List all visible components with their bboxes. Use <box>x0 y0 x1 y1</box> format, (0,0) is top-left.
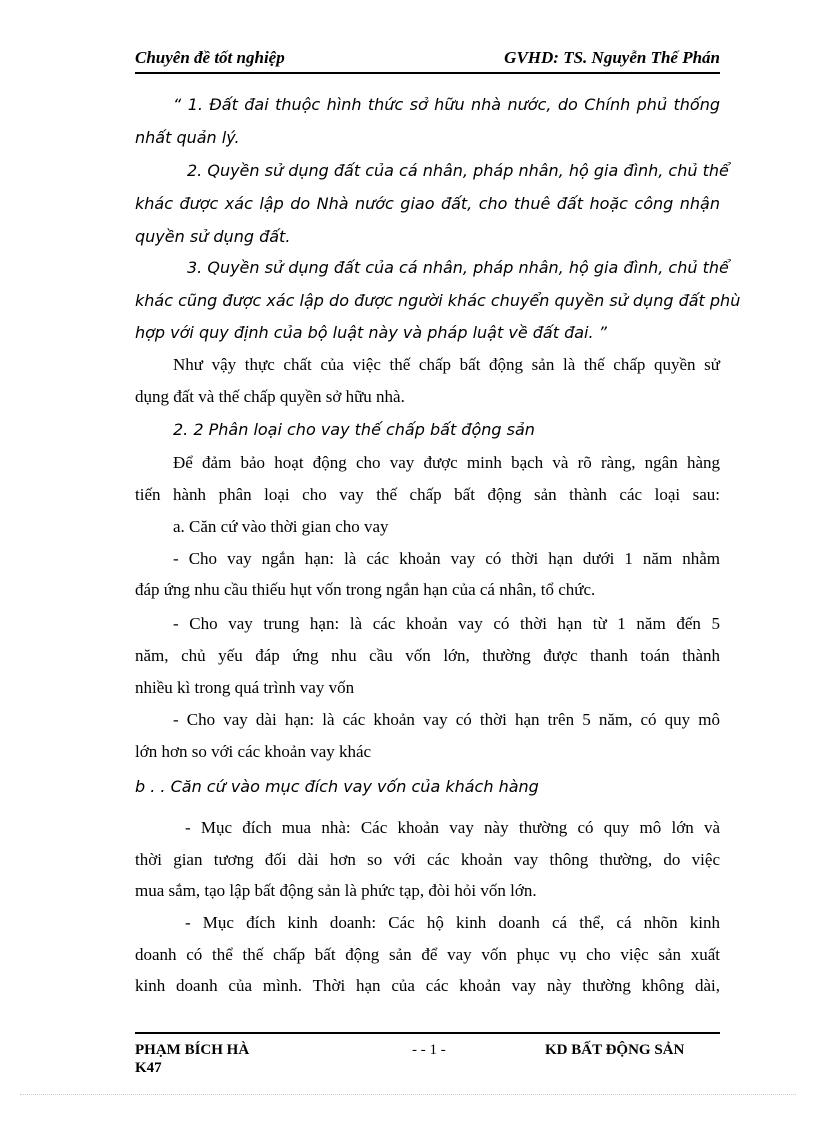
page-edge <box>20 1094 796 1095</box>
text-line: - Mục đích mua nhà: Các khoản vay này thường có quy mô lớn và <box>185 818 720 837</box>
subsection-heading: b . . Căn cứ vào mục đích vay vốn của khách hàng <box>135 777 539 796</box>
text-line: 2. Quyền sử dụng đất của cá nhân, pháp nhân, hộ gia đình, chủ thể <box>187 161 729 180</box>
text-line: khác được xác lập do Nhà nước giao đất, cho thuê đất hoặc công nhận <box>135 194 720 213</box>
header-supervisor: GVHD: TS. Nguyễn Thế Phán <box>504 48 720 67</box>
text-line: 3. Quyền sử dụng đất của cá nhân, pháp nhân, hộ gia đình, chủ thể <box>187 258 729 277</box>
text-line: - Cho vay trung hạn: là các khoản vay có thời hạn từ 1 năm đến 5 <box>173 614 720 633</box>
text-line: quyền sử dụng đất. <box>135 227 291 246</box>
footer-class: K47 <box>135 1060 162 1076</box>
header-divider <box>135 72 720 74</box>
text-line: thời gian tương đối dài hơn so với các khoản vay thông thường, do việc <box>135 850 720 869</box>
footer-department: KD BẤT ĐỘNG SẢN <box>545 1042 685 1058</box>
subsection-heading: a. Căn cứ vào thời gian cho vay <box>173 517 389 536</box>
page-number: - - 1 - <box>412 1042 446 1058</box>
text-line: doanh có thể thế chấp bất động sản để vay vốn phục vụ cho việc sản xuất <box>135 945 720 964</box>
text-line: hợp với quy định của bộ luật này và pháp luật về đất đai. ” <box>135 323 607 342</box>
footer-divider <box>135 1032 720 1034</box>
text-line: lớn hơn so với các khoản vay khác <box>135 742 372 761</box>
text-line: “ 1. Đất đai thuộc hình thức sở hữu nhà nước, do Chính phủ thống <box>173 95 720 114</box>
text-line: dụng đất và thế chấp quyền sở hữu nhà. <box>135 387 405 406</box>
page-header <box>135 48 720 68</box>
header-title: Chuyên đề tốt nghiệp <box>135 48 285 67</box>
text-line: kinh doanh của mình. Thời hạn của các khoản vay này thường không dài, <box>135 976 720 995</box>
text-line: năm, chủ yếu đáp ứng nhu cầu vốn lớn, thường được thanh toán thành <box>135 646 720 665</box>
text-line: - Mục đích kinh doanh: Các hộ kinh doanh cá thể, cá nhõn kinh <box>185 913 720 932</box>
section-heading: 2. 2 Phân loại cho vay thế chấp bất động sản <box>173 420 535 439</box>
text-line: nhất quản lý. <box>135 128 240 147</box>
text-line: - Cho vay dài hạn: là các khoản vay có thời hạn trên 5 năm, có quy mô <box>173 710 720 729</box>
text-line: tiến hành phân loại cho vay thế chấp bất động sản thành các loại sau: <box>135 485 720 504</box>
text-line: - Cho vay ngắn hạn: là các khoản vay có thời hạn dưới 1 năm nhằm <box>173 549 720 568</box>
text-line: khác cũng được xác lập do được người khác chuyển quyền sử dụng đất phù <box>135 291 741 310</box>
text-line: Như vậy thực chất của việc thế chấp bất động sản là thế chấp quyền sử <box>173 355 720 374</box>
text-line: mua sắm, tạo lập bất động sản là phức tạp, đòi hỏi vốn lớn. <box>135 881 537 900</box>
text-line: nhiều kì trong quá trình vay vốn <box>135 678 355 697</box>
text-line: đáp ứng nhu cầu thiếu hụt vốn trong ngắn hạn của cá nhân, tổ chức. <box>135 580 596 599</box>
text-line: Để đảm bảo hoạt động cho vay được minh bạch và rõ ràng, ngân hàng <box>173 453 720 472</box>
footer-author: PHẠM BÍCH HÀ <box>135 1042 250 1058</box>
